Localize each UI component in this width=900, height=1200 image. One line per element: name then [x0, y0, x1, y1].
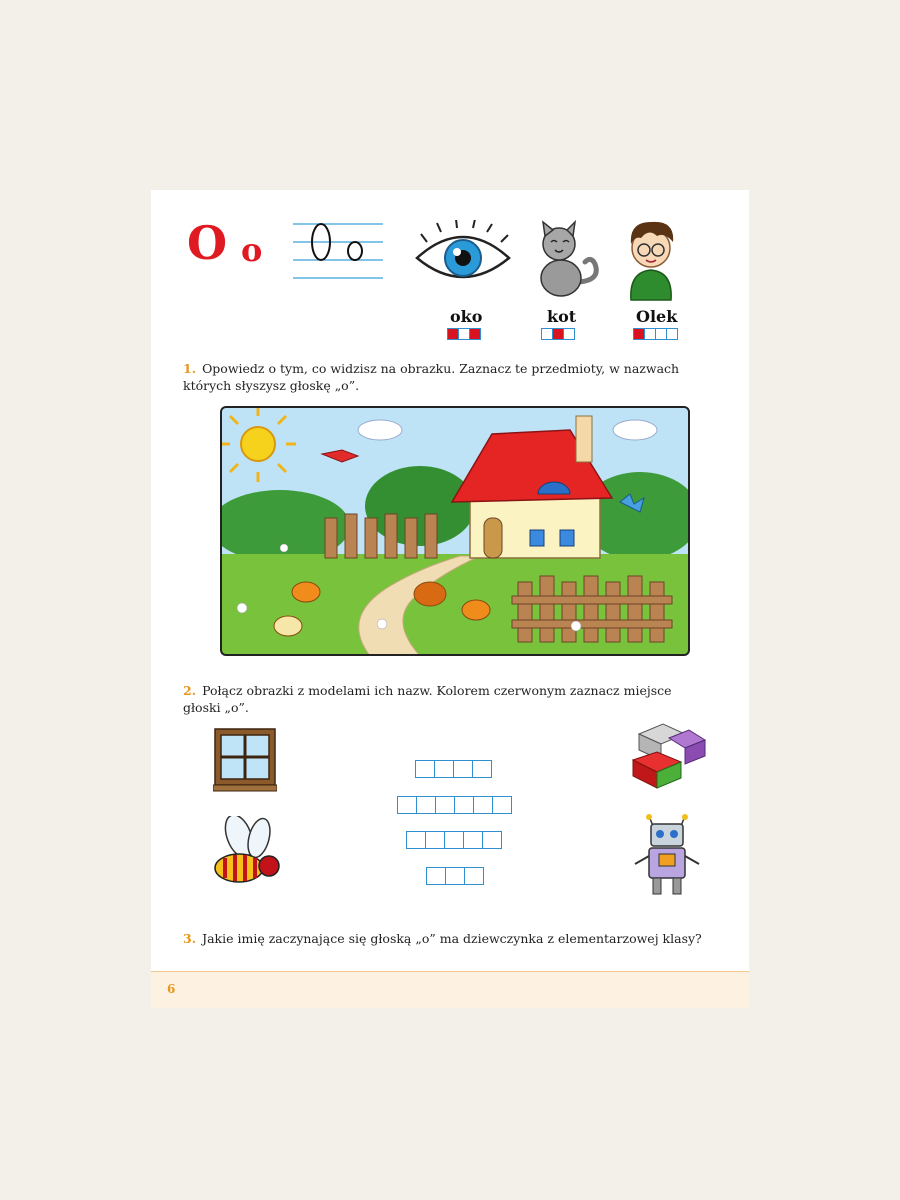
model-box[interactable]	[444, 831, 463, 849]
eye-illustration	[413, 220, 513, 290]
model-box[interactable]	[473, 796, 492, 814]
word-model-6[interactable]	[397, 796, 512, 814]
model-box[interactable]	[416, 796, 435, 814]
word-oko: oko	[450, 307, 483, 326]
letter-boxes-olek[interactable]	[633, 328, 678, 340]
word-kot: kot	[547, 307, 577, 326]
farm-scene-illustration	[220, 406, 690, 656]
task-2	[183, 682, 703, 716]
cat-illustration	[523, 220, 603, 300]
model-box[interactable]	[434, 760, 453, 778]
box-olek-4[interactable]	[666, 328, 678, 340]
word-model-5[interactable]	[406, 831, 502, 849]
word-model-3[interactable]	[426, 867, 484, 885]
task-3-text: Jakie imię zaczynające się głoską „o” ma dziewczynka z elementarzowej klasy?	[202, 931, 702, 946]
model-box[interactable]	[445, 867, 464, 885]
word-olek: Olek	[636, 307, 678, 326]
model-box[interactable]	[454, 796, 473, 814]
letter-boxes-kot[interactable]	[541, 328, 575, 340]
model-box[interactable]	[435, 796, 454, 814]
task-2-text: Połącz obrazki z modelami ich nazw. Kolorem czerwonym zaznacz miejsce głoski „o”.	[183, 683, 672, 715]
model-box[interactable]	[415, 760, 434, 778]
window-picture[interactable]	[213, 727, 277, 795]
box-oko-2[interactable]	[458, 328, 469, 340]
model-box[interactable]	[492, 796, 512, 814]
task-1-text: Opowiedz o tym, co widzisz na obrazku. Zaznacz te przedmioty, w nazwach których słyszysz głoskę „o”.	[183, 361, 680, 393]
robot-picture[interactable]	[629, 814, 705, 900]
workbook-page	[151, 190, 749, 1008]
box-kot-2[interactable]	[552, 328, 563, 340]
box-kot-3[interactable]	[563, 328, 575, 340]
page-footer	[151, 971, 749, 1008]
model-box[interactable]	[425, 831, 444, 849]
task-3	[183, 930, 703, 947]
model-box[interactable]	[482, 831, 502, 849]
letter-uppercase: O	[187, 216, 228, 270]
task-3-number: 3.	[183, 931, 197, 946]
model-box[interactable]	[397, 796, 416, 814]
task-1-number: 1.	[183, 361, 197, 376]
box-olek-1[interactable]	[633, 328, 644, 340]
wasp-picture[interactable]	[209, 816, 285, 896]
model-box[interactable]	[464, 867, 484, 885]
box-oko-3[interactable]	[469, 328, 481, 340]
model-box[interactable]	[472, 760, 492, 778]
model-box[interactable]	[426, 867, 445, 885]
task-1	[183, 360, 703, 394]
task-2-number: 2.	[183, 683, 197, 698]
page-number: 6	[167, 982, 176, 996]
model-box[interactable]	[463, 831, 482, 849]
model-box[interactable]	[406, 831, 425, 849]
toy-blocks-picture[interactable]	[629, 720, 707, 796]
box-olek-2[interactable]	[644, 328, 655, 340]
box-kot-1[interactable]	[541, 328, 552, 340]
box-olek-3[interactable]	[655, 328, 666, 340]
model-box[interactable]	[453, 760, 472, 778]
handwriting-lines	[293, 220, 383, 286]
letter-boxes-oko[interactable]	[447, 328, 481, 340]
letter-lowercase: o	[241, 231, 263, 269]
boy-olek-illustration	[619, 214, 683, 304]
box-oko-1[interactable]	[447, 328, 458, 340]
word-model-4[interactable]	[415, 760, 492, 778]
